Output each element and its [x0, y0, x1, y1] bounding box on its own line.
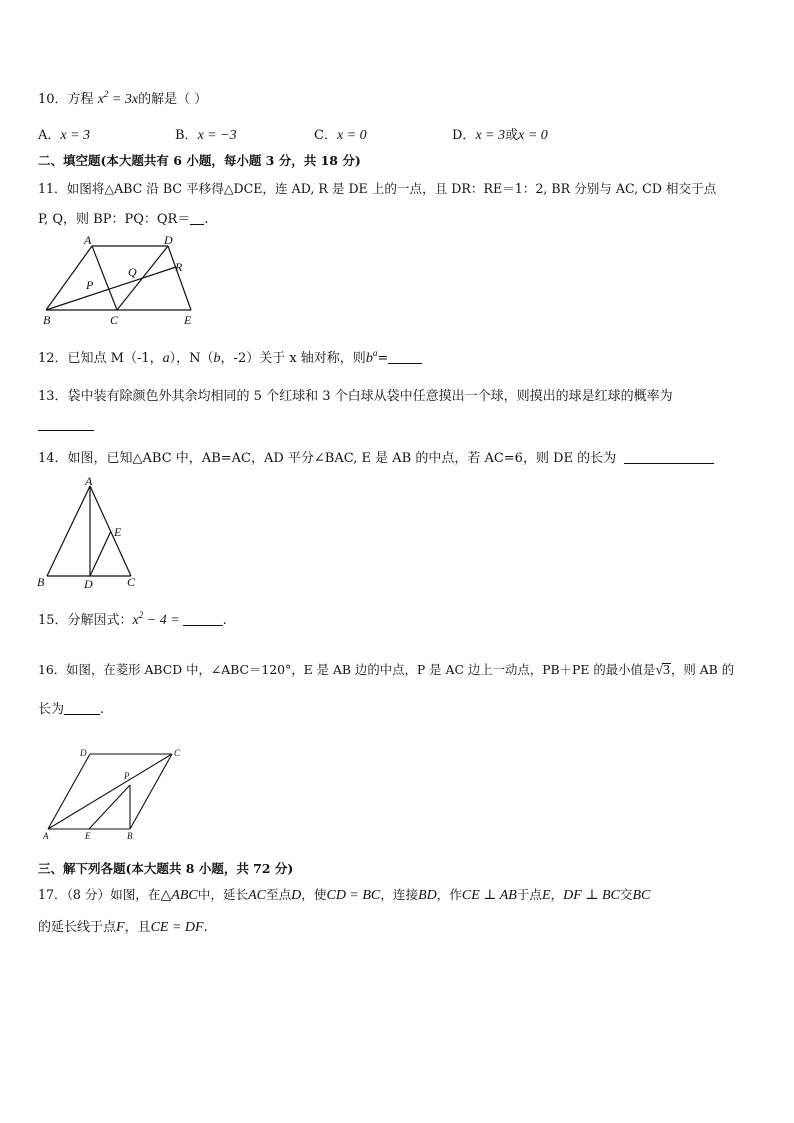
- q16-label-a: A: [43, 831, 49, 841]
- q13-line1: 13．袋中装有除颜色外其余均相同的 5 个红球和 3 个白球从袋中任意摸出一个球，则摸出的球是红球的概率为: [38, 389, 673, 404]
- q11-label-a: A: [84, 233, 92, 247]
- q11-label-e: E: [184, 313, 192, 327]
- q16-sqrt: √3: [655, 663, 670, 678]
- q11-label-b: B: [43, 313, 51, 327]
- q16-answer-blank: [64, 702, 100, 715]
- q10-equation: $x^2 = 3x$: [97, 89, 139, 107]
- q14-figure: [34, 474, 144, 592]
- q17-line2: 的延长线于点F，且CE = DF.: [38, 920, 208, 935]
- q13-answer-blank: [38, 418, 94, 431]
- q11-label-d: D: [164, 233, 173, 247]
- q10-option-d: D．x = 3或x = 0: [452, 128, 548, 143]
- q10-option-a: A．x = 3: [38, 128, 91, 143]
- q11-line2: P, Q，则 BP：PQ：QR＝ .: [38, 212, 209, 227]
- q17-line1: 17．（8 分）如图，在△ABC中，延长AC至点D，使CD = BC，连接BD，作CE ⊥ AB于点E，DF ⊥ BC交BC: [38, 887, 651, 903]
- q14-label-c: C: [127, 575, 136, 589]
- q11-figure: [36, 232, 206, 328]
- q10-option-c: C．x = 0: [314, 128, 367, 143]
- q11-label-p: P: [86, 278, 94, 292]
- q11-label-c: C: [110, 313, 119, 327]
- q14-label-e: E: [114, 525, 122, 539]
- q11-label-r: R: [175, 260, 183, 274]
- q11-label-q: Q: [128, 265, 137, 279]
- q15-answer-blank: [183, 613, 223, 626]
- q14-answer-blank: [624, 451, 714, 464]
- q12-stem: 12．已知点 M（-1，a），N（b，-2）关于 x 轴对称，则$b^a=$: [38, 347, 422, 367]
- q14-label-b: B: [37, 575, 45, 589]
- q11-answer-blank: [190, 212, 204, 225]
- section-3-heading: 三、解下列各题(本大题共 8 小题，共 72 分): [38, 861, 294, 876]
- q16-label-e: E: [85, 831, 91, 841]
- q16-label-b: B: [127, 831, 133, 841]
- q16-label-c: C: [174, 748, 181, 758]
- q14-stem: 14．如图，已知△ABC 中，AB=AC，AD 平分∠BAC, E 是 AB 的中点，若 AC=6，则 DE 的长为: [38, 447, 714, 466]
- q14-label-a: A: [85, 474, 93, 488]
- q14-label-d: D: [84, 577, 93, 591]
- q10-option-b: B．x = −3: [175, 128, 237, 143]
- q10-stem: 10．方程 $x^2 = 3x$的解是（ ）: [38, 89, 208, 107]
- q16-line2: 长为 .: [38, 702, 105, 717]
- q16-label-d: D: [80, 748, 87, 758]
- section-2-heading: 二、填空题(本大题共有 6 小题，每小题 3 分，共 18 分): [38, 153, 361, 168]
- q16-label-p: P: [124, 771, 130, 781]
- q12-answer-blank: [388, 351, 422, 364]
- q15-stem: 15．分解因式：$x^2 - 4$ = .: [38, 610, 227, 628]
- q16-line1: 16．如图，在菱形 ABCD 中，∠ABC＝120°，E 是 AB 边的中点，P 是 AC 边上一动点，PB＋PE 的最小值是√3，则 AB 的: [38, 662, 735, 678]
- q16-figure: [38, 744, 188, 842]
- q11-line1: 11．如图将△ABC 沿 BC 平移得△DCE，连 AD, R 是 DE 上的一点，且 DR：RE＝1：2, BR 分别与 AC, CD 相交于点: [38, 181, 717, 196]
